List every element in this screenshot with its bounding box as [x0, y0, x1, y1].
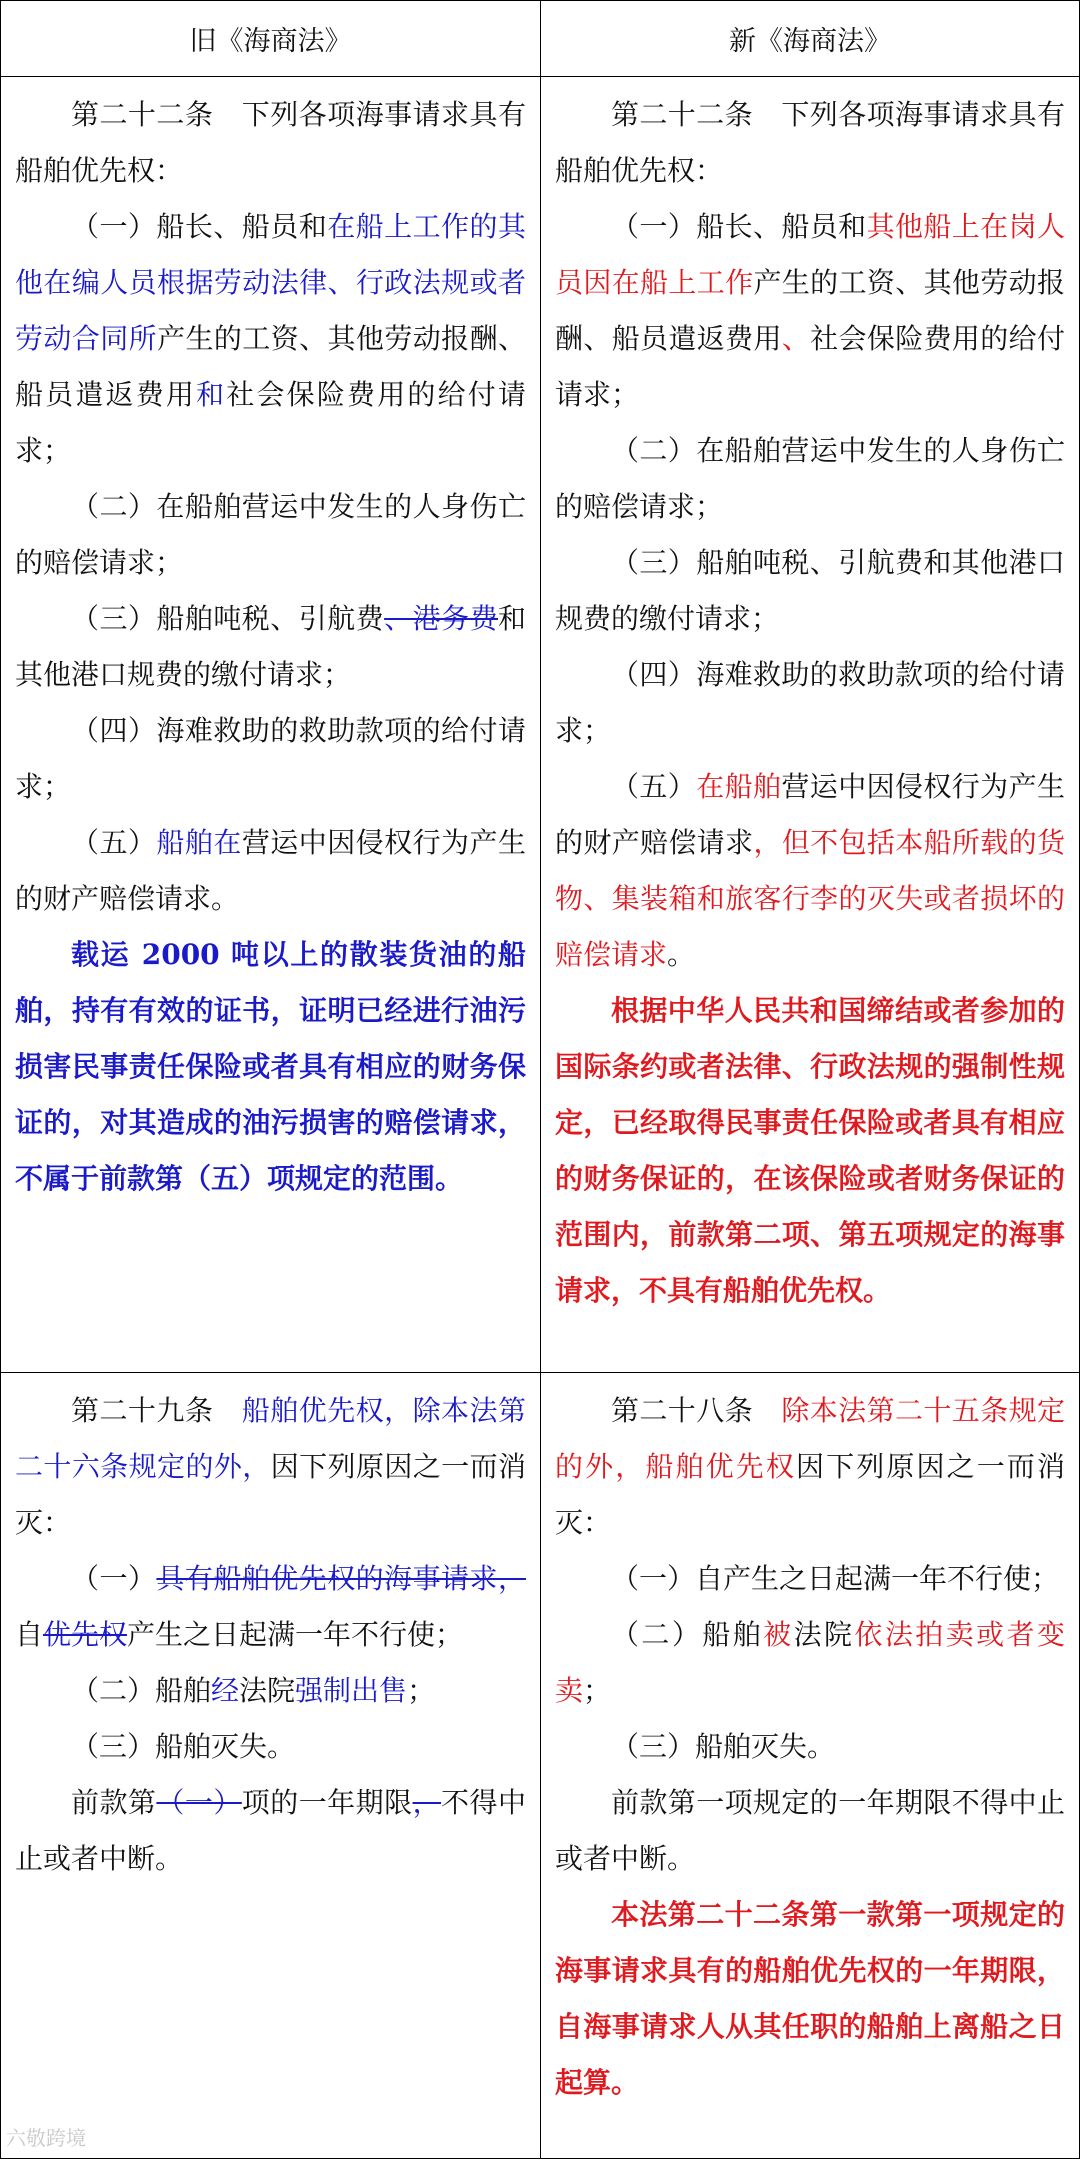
old-art22-item4: （四）海难救助的救助款项的给付请求； [15, 714, 526, 803]
old-art29-item1: （一）具有船舶优先权的海事请求，自优先权产生之日起满一年不行使； [15, 1562, 526, 1651]
new-article-28 [541, 1373, 1080, 2159]
watermark-text: 六敬跨境 [6, 2126, 86, 2150]
new-art22-item4: （四）海难救助的救助款项的给付请求； [555, 658, 1065, 747]
old-art22-para2: 载运 2000 吨以上的散装货油的船舶，持有有效的证书，证明已经进行油污损害民事责任保险或者具有相应的财务保证的，对其造成的油污损害的赔偿请求，不属于前款第（五）项规定的范围。 [15, 938, 526, 1195]
old-art22-item3: （三）船舶吨税、引航费、港务费和其他港口规费的缴付请求； [15, 602, 526, 691]
new-art22-item5: （五）在船舶营运中因侵权行为产生的财产赔偿请求，但不包括本船所载的货物、集装箱和旅客行李的灭失或者损坏的赔偿请求。 [555, 770, 1065, 971]
new-art28-item1: （一）自产生之日起满一年不行使； [611, 1562, 1060, 1595]
watermark-logo [6, 2122, 86, 2151]
new-art22-para2: 根据中华人民共和国缔结或者参加的国际条约或者法律、行政法规的强制性规定，已经取得民事责任保险或者具有相应的财务保证的，在该保险或者财务保证的范围内，前款第二项、第五项规定的海事请求，不具有船舶优先权。 [555, 994, 1065, 1307]
new-art28-para2: 前款第一项规定的一年期限不得中止或者中断。 [555, 1786, 1065, 1875]
new-article-22 [541, 77, 1080, 1373]
old-art22-item1: （一）船长、船员和在船上工作的其他在编人员根据劳动法律、行政法规或者劳动合同所产生的工资、其他劳动报酬、船员遣返费用和社会保险费用的给付请求； [15, 210, 526, 467]
new-art28-para3: 本法第二十二条第一款第一项规定的海事请求具有的船舶优先权的一年期限，自海事请求人从其任职的船舶上离船之日起算。 [555, 1898, 1065, 2099]
new-art22-item3: （三）船舶吨税、引航费和其他港口规费的缴付请求； [555, 546, 1065, 635]
old-art29-intro: 第二十九条 船舶优先权，除本法第二十六条规定的外，因下列原因之一而消灭： [15, 1394, 526, 1539]
new-art22-intro: 第二十二条 下列各项海事请求具有船舶优先权： [555, 98, 1065, 187]
old-art22-item5: （五）船舶在营运中因侵权行为产生的财产赔偿请求。 [15, 826, 526, 915]
new-art22-item2: （二）在船舶营运中发生的人身伤亡的赔偿请求； [555, 434, 1065, 523]
new-law-header: 新《海商法》 [541, 1, 1080, 77]
old-art29-item2: （二）船舶经法院强制出售； [71, 1674, 436, 1707]
article-22-row [1, 77, 1080, 1373]
old-article-22 [1, 77, 541, 1373]
new-art22-item1: （一）船长、船员和其他船上在岗人员因在船上工作产生的工资、其他劳动报酬、船员遣返费用、社会保险费用的给付请求； [555, 210, 1065, 411]
new-art28-intro: 第二十八条 除本法第二十五条规定的外，船舶优先权因下列原因之一而消灭： [555, 1394, 1065, 1539]
old-law-header: 旧《海商法》 [1, 1, 541, 77]
old-art22-item2: （二）在船舶营运中发生的人身伤亡的赔偿请求； [15, 490, 526, 579]
old-art29-para2: 前款第（一）项的一年期限，不得中止或者中断。 [15, 1786, 526, 1875]
new-art28-item2: （二）船舶被法院依法拍卖或者变卖； [555, 1618, 1065, 1707]
old-art29-item3: （三）船舶灭失。 [71, 1730, 296, 1763]
article-29-28-row [1, 1373, 1080, 2159]
new-art28-item3: （三）船舶灭失。 [611, 1730, 836, 1763]
old-art22-intro: 第二十二条 下列各项海事请求具有船舶优先权： [15, 98, 526, 187]
header-row [1, 1, 1080, 77]
old-article-29 [1, 1373, 541, 2159]
